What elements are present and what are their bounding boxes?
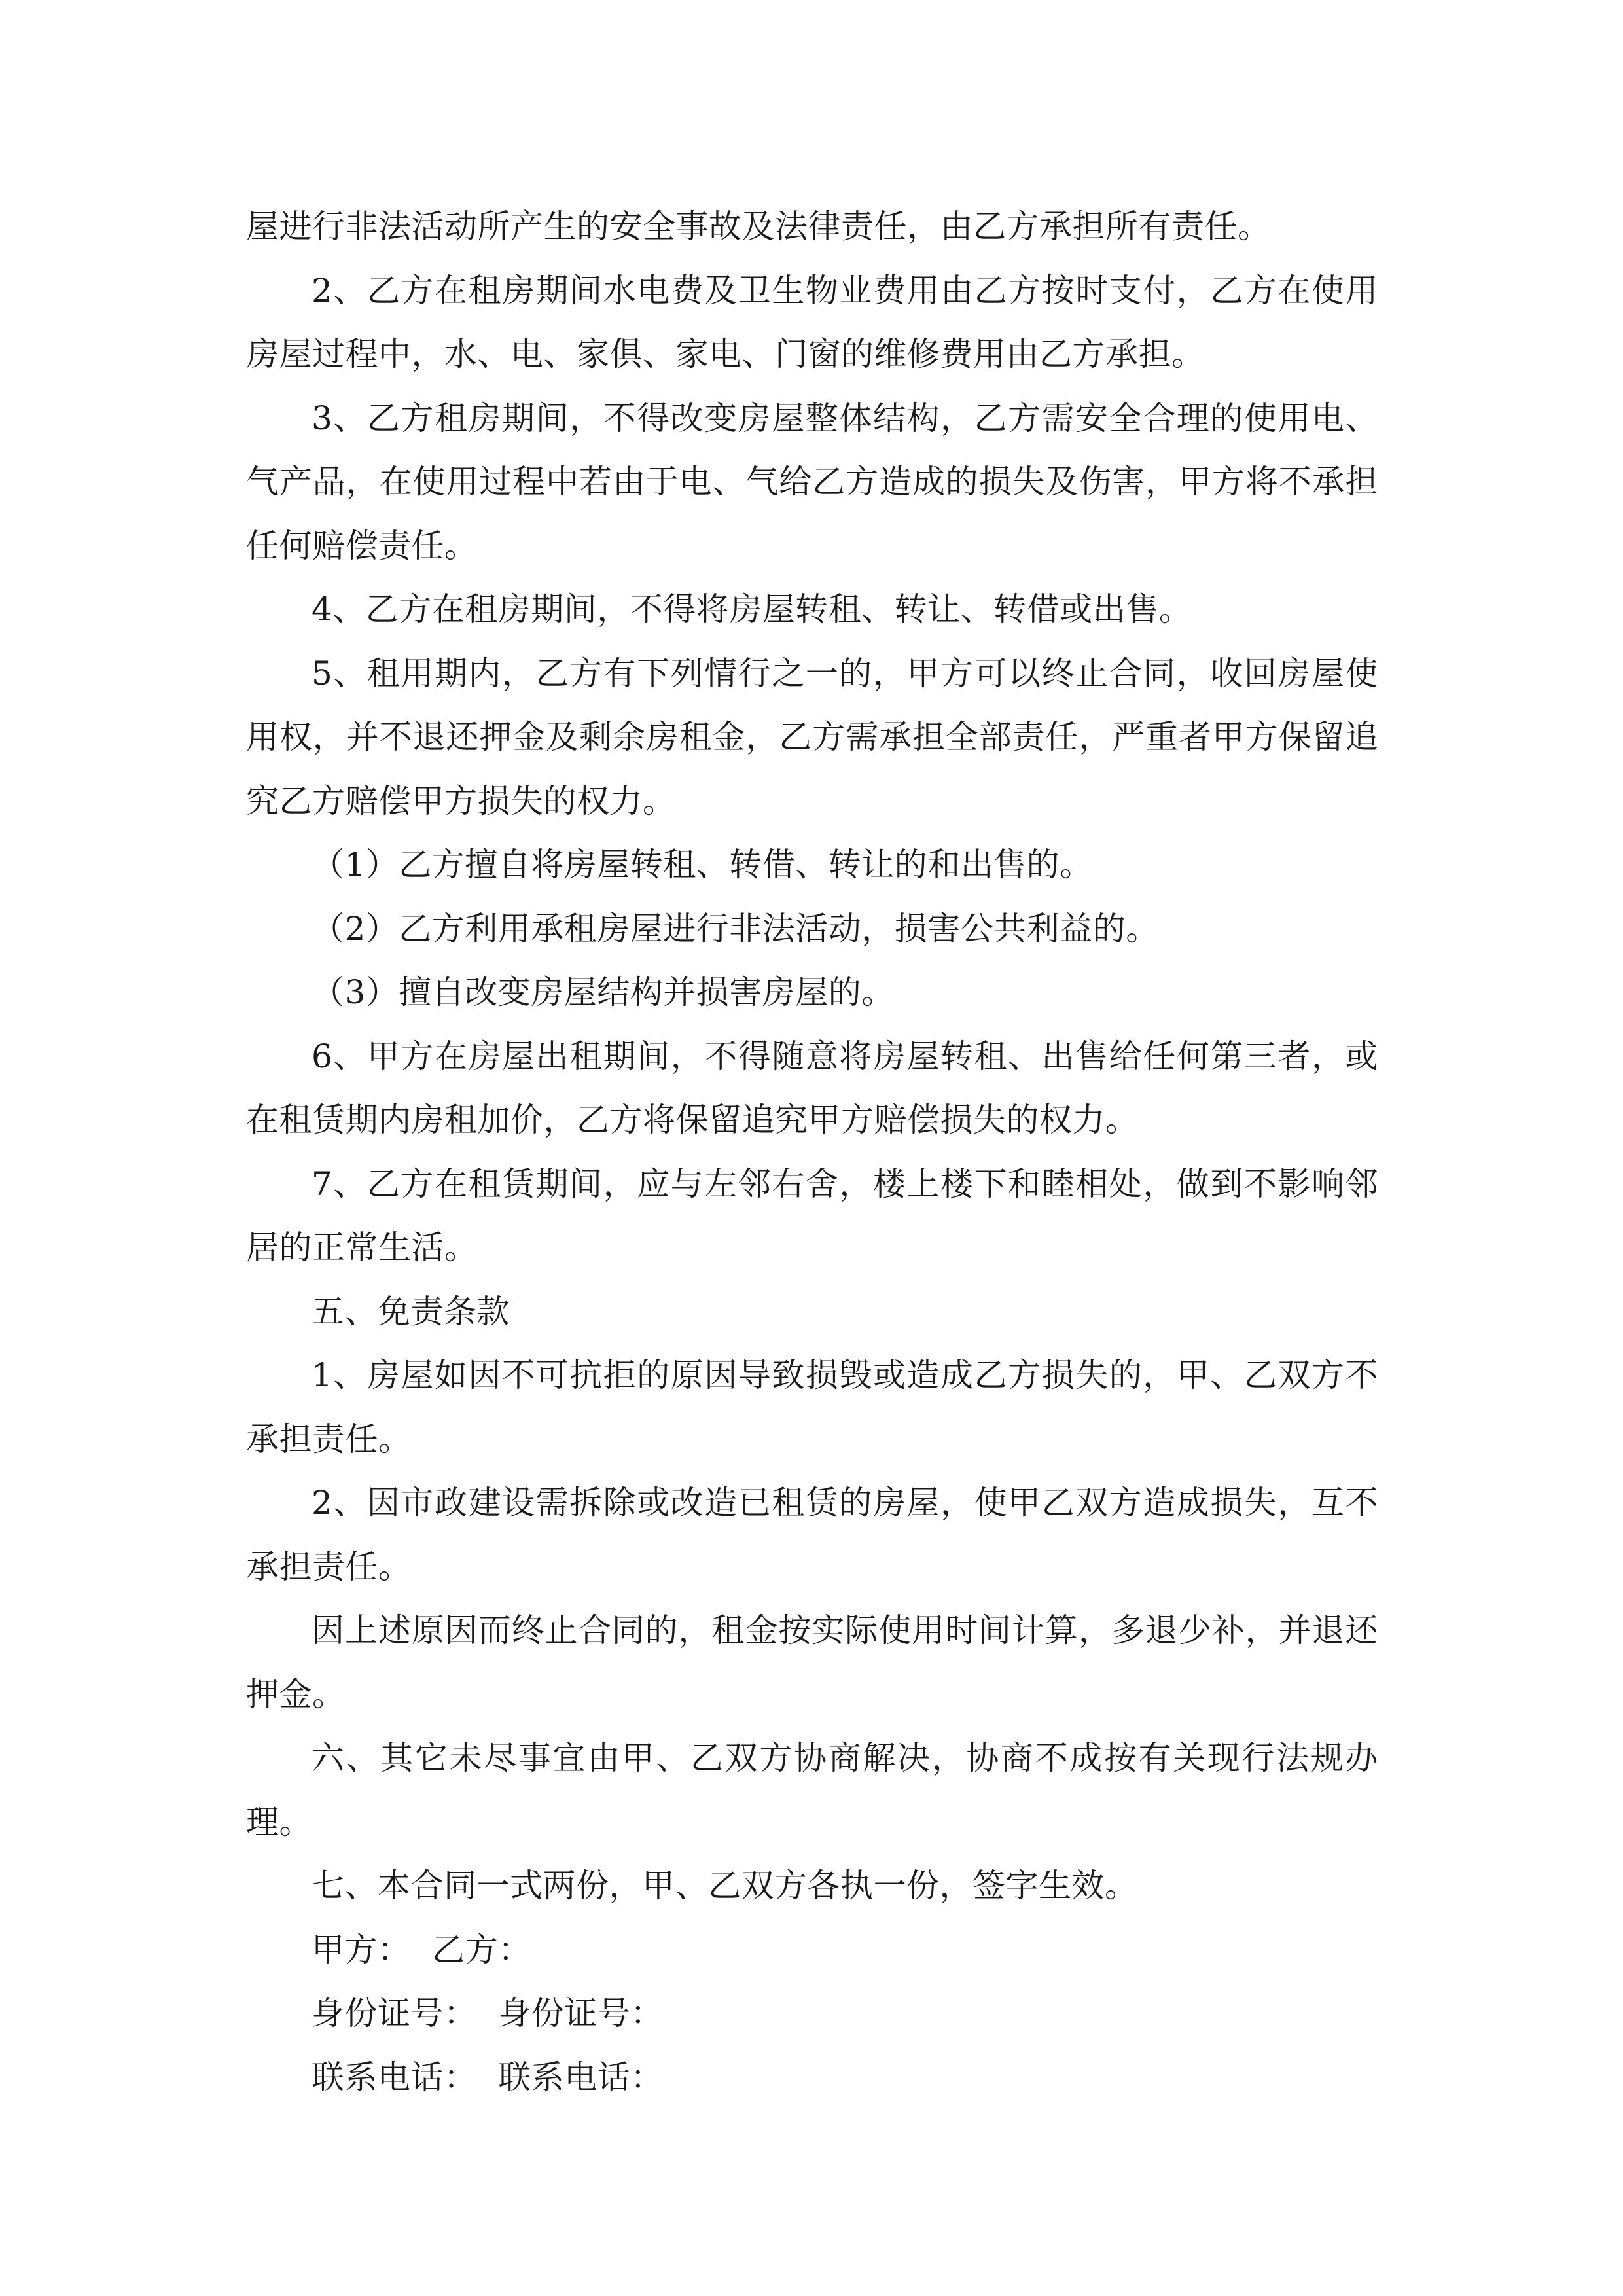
- section-six: 六、其它未尽事宜由甲、乙双方协商解决，协商不成按有关现行法规办理。: [246, 1739, 1378, 1841]
- clause-5-item-2: （2）乙方利用承租房屋进行非法活动，损害公共利益的。: [312, 909, 1159, 948]
- clause-4: 4、乙方在租房期间，不得将房屋转租、转让、转借或出售。: [312, 590, 1192, 628]
- exemption-clause-1: 1、房屋如因不可抗拒的原因导致损毁或造成乙方损失的，甲、乙双方不承担责任。: [246, 1356, 1378, 1458]
- section-seven: 七、本合同一式两份，甲、乙双方各执一份，签字生效。: [312, 1867, 1138, 1905]
- section-heading-exemption: 五、免责条款: [312, 1292, 510, 1331]
- signature-parties: 甲方： 乙方：: [312, 1930, 531, 1969]
- clause-2: 2、乙方在租房期间水电费及卫生物业费用由乙方按时支付，乙方在使用房屋过程中，水、电、家俱、家电、门窗的维修费用由乙方承担。: [246, 271, 1378, 373]
- clause-5: 5、租用期内，乙方有下列情行之一的，甲方可以终止合同，收回房屋使用权，并不退还押金及剩余房租金，乙方需承担全部责任，严重者甲方保留追究乙方赔偿甲方损失的权力。: [246, 654, 1378, 820]
- document-body: [246, 195, 1378, 2109]
- paragraph-continuation: 屋进行非法活动所产生的安全事故及法律责任，由乙方承担所有责任。: [246, 207, 1271, 245]
- clause-5-item-3: （3）擅自改变房屋结构并损害房屋的。: [312, 973, 895, 1011]
- clause-6: 6、甲方在房屋出租期间，不得随意将房屋转租、出售给任何第三者，或在租赁期内房租加价，乙方将保留追究甲方赔偿损失的权力。: [246, 1037, 1378, 1139]
- exemption-note: 因上述原因而终止合同的，租金按实际使用时间计算，多退少补，并退还押金。: [246, 1611, 1378, 1713]
- clause-5-item-1: （1）乙方擅自将房屋转租、转借、转让的和出售的。: [312, 846, 1093, 884]
- clause-3: 3、乙方租房期间，不得改变房屋整体结构，乙方需安全合理的使用电、气产品，在使用过程中若由于电、气给乙方造成的损失及伤害，甲方将不承担任何赔偿责任。: [246, 399, 1378, 565]
- exemption-clause-2: 2、因市政建设需拆除或改造已租赁的房屋，使甲乙双方造成损失，互不承担责任。: [246, 1484, 1378, 1586]
- clause-7: 7、乙方在租赁期间，应与左邻右舍，楼上楼下和睦相处，做到不影响邻居的正常生活。: [246, 1164, 1378, 1266]
- signature-phone-numbers: 联系电话： 联系电话：: [312, 2058, 664, 2096]
- signature-id-numbers: 身份证号： 身份证号：: [312, 1994, 664, 2032]
